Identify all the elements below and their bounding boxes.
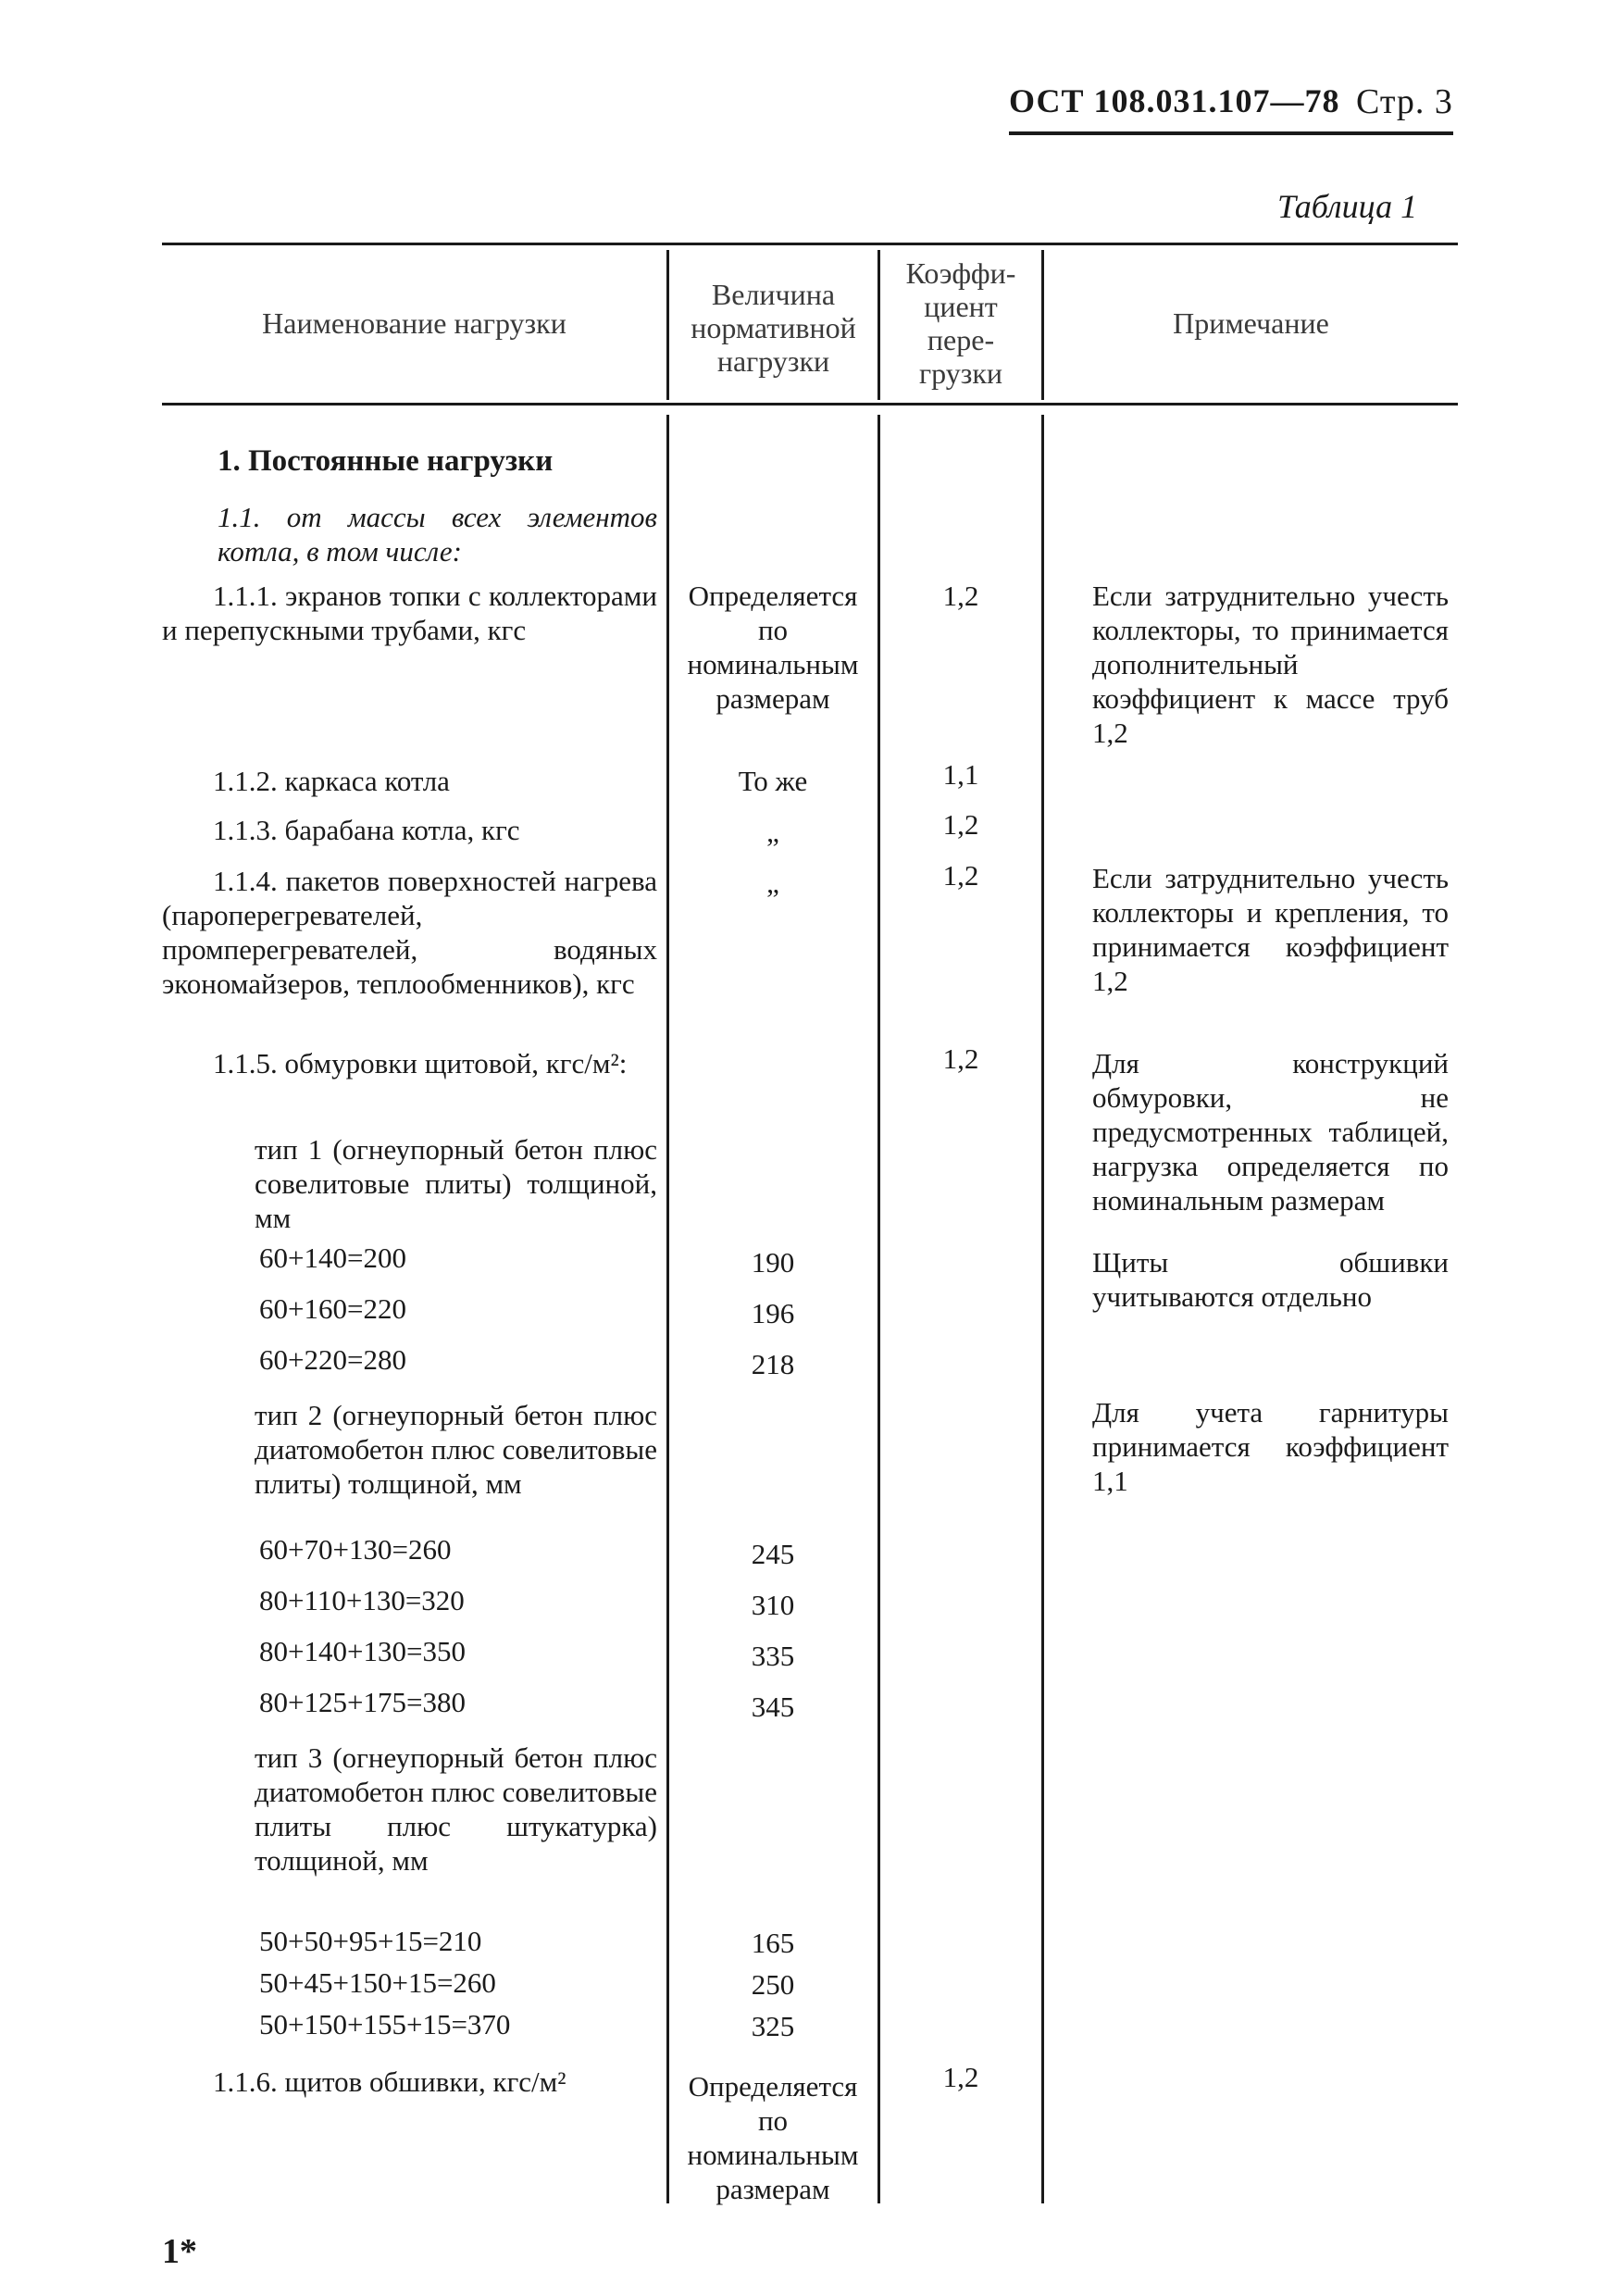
type-2-row-c-name: 80+140+130=350: [259, 1635, 466, 1667]
row-1-1-6-name: 1.1.6. щитов обшивки, кгс/м²: [213, 2065, 566, 2098]
row-1-1-5-coef: 1,2: [942, 1042, 979, 1075]
type-2-row-c-value: 335: [751, 1640, 795, 1672]
column-header-coef: Коэффи-циент пере-грузки: [905, 256, 1016, 390]
type-3-row-b-name: 50+45+150+15=260: [259, 1966, 496, 1999]
type-2-name: тип 2 (огнеупорный бетон плюс диатомобетон плюс совелитовые плиты) толщиной, мм: [255, 1399, 657, 1500]
row-1-1-4-note: Если затруднительно учесть коллекторы и крепления, то принимается коэффициент 1,2: [1092, 862, 1449, 997]
type-1-row-a-value: 190: [751, 1246, 795, 1279]
row-1-1-3-value: „: [766, 816, 779, 848]
type-3-row-a-name: 50+50+95+15=210: [259, 1925, 482, 1957]
row-1-1-name: 1.1. от массы всех элементов котла, в том числе:: [218, 501, 657, 568]
section-title: 1. Постоянные нагрузки: [218, 444, 554, 478]
type-2-row-a-value: 245: [751, 1538, 795, 1570]
table-top-rule: [162, 243, 1458, 245]
column-header-note: Примечание: [1173, 306, 1329, 340]
type-2-row-d-name: 80+125+175=380: [259, 1686, 466, 1718]
type-1-row-b-name: 60+160=220: [259, 1292, 406, 1325]
table-header-rule: [162, 403, 1458, 406]
type-2-row-a-name: 60+70+130=260: [259, 1533, 452, 1566]
row-1-1-2-value: То же: [738, 765, 808, 797]
type-3-row-c-name: 50+150+155+15=370: [259, 2008, 511, 2040]
header-divider-2: [877, 250, 880, 400]
row-1-1-6-coef: 1,2: [942, 2061, 979, 2093]
type-1-row-b-value: 196: [751, 1297, 795, 1329]
page-number: Стр. 3: [1356, 82, 1453, 121]
type-3-row-c-value: 325: [751, 2010, 795, 2042]
type-1-row-c-value: 218: [751, 1348, 795, 1380]
row-1-1-3-coef: 1,2: [942, 808, 979, 841]
body-divider-2: [877, 415, 880, 2203]
type-1-name: тип 1 (огнеупорный бетон плюс совелитовые плиты) толщиной, мм: [255, 1133, 657, 1234]
row-1-1-1-note: Если затруднительно учесть коллекторы, то принимается дополнительный коэффициент к массе труб 1,2: [1092, 580, 1449, 749]
table-caption: Таблица 1: [1277, 188, 1418, 225]
type-2-row-b-name: 80+110+130=320: [259, 1584, 465, 1616]
type-3-row-a-value: 165: [751, 1927, 795, 1959]
type-1-row-a-name: 60+140=200: [259, 1242, 406, 1274]
row-1-1-2-name: 1.1.2. каркаса котла: [213, 765, 450, 797]
type-1-note: Щиты обшивки учитываются отдельно: [1092, 1246, 1449, 1313]
type-2-row-d-value: 345: [751, 1691, 795, 1723]
row-1-1-2-coef: 1,1: [942, 758, 979, 791]
type-2-note: Для учета гарнитуры принимается коэффициент 1,1: [1092, 1396, 1449, 1497]
type-3-row-b-value: 250: [751, 1968, 795, 2001]
row-1-1-3-name: 1.1.3. барабана котла, кгс: [213, 814, 520, 846]
type-2-row-b-value: 310: [751, 1589, 795, 1621]
body-divider-3: [1041, 415, 1044, 2203]
column-header-value: Величина нормативной нагрузки: [691, 278, 856, 378]
row-1-1-5-note: Для конструкций обмуровки, не предусмотренных таблицей, нагрузка определяется по номинальным размерам: [1092, 1047, 1449, 1217]
column-header-name: Наименование нагрузки: [262, 306, 566, 340]
row-1-1-1-coef: 1,2: [942, 580, 979, 612]
type-3-name: тип 3 (огнеупорный бетон плюс диатомобетон плюс совелитовые плиты плюс штукатурка) толщиной, мм: [255, 1741, 657, 1877]
row-1-1-4-coef: 1,2: [942, 859, 979, 892]
page-folio: 1*: [162, 2232, 197, 2271]
standard-code: ОСТ 108.031.107—78: [1009, 82, 1340, 119]
header-underline: [1009, 131, 1453, 135]
row-1-1-6-value: Определяется по номинальным размерам: [687, 2070, 859, 2205]
row-1-1-5-name: 1.1.5. обмуровки щитовой, кгс/м²:: [213, 1047, 628, 1079]
row-1-1-4-value: „: [766, 867, 779, 899]
row-1-1-1-name: 1.1.1. экранов топки с коллекторами и перепускными трубами, кгс: [162, 580, 657, 646]
row-1-1-1-value: Определяется по номинальным размерам: [687, 580, 859, 715]
type-1-row-c-name: 60+220=280: [259, 1343, 406, 1376]
row-1-1-4-name: 1.1.4. пакетов поверхностей нагрева (пароперегревателей, промперегревателей, водяных экономайзеров, теплообменников), кгс: [162, 865, 657, 1000]
body-divider-1: [666, 415, 669, 2203]
